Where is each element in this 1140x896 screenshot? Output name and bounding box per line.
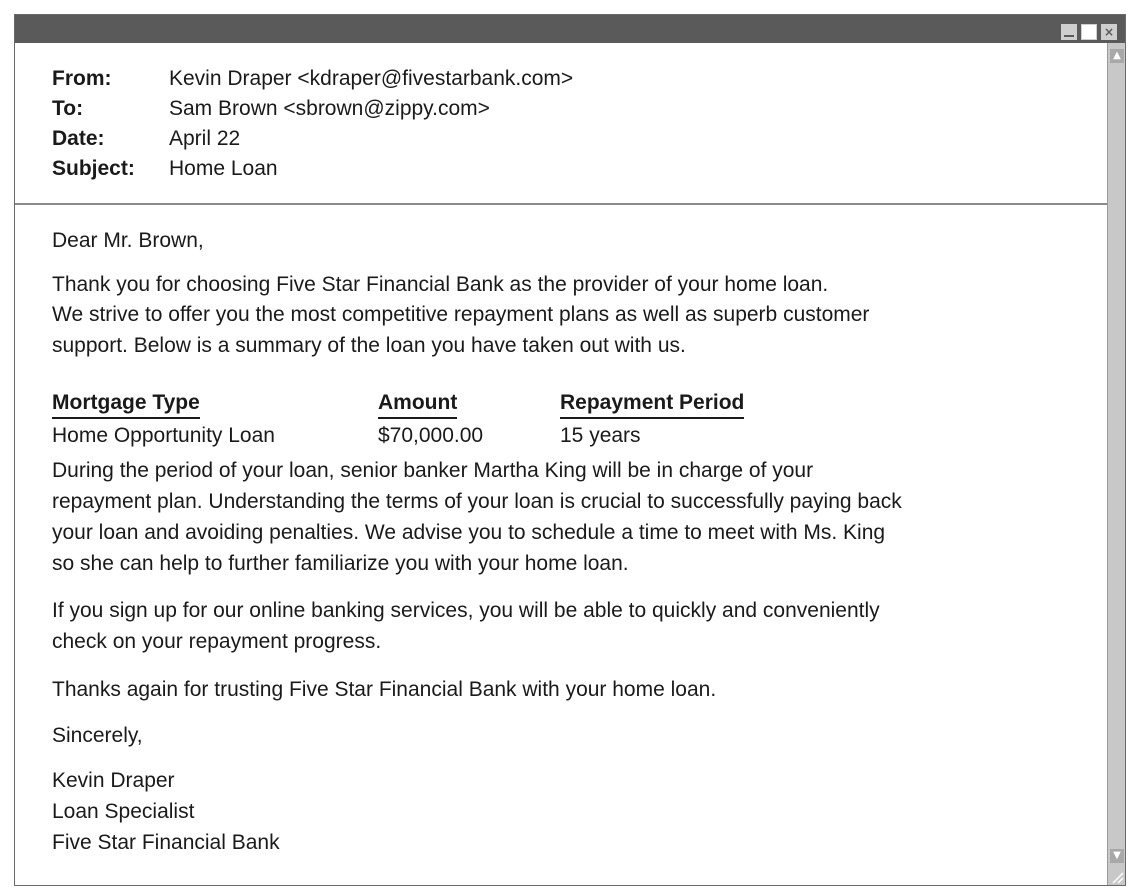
minimize-icon[interactable] [1061,24,1077,40]
signature-title: Loan Specialist [52,800,195,823]
para1-line3: support. Below is a summary of the loan you have taken out with us. [52,334,686,357]
closing: Sincerely, [52,724,143,747]
from-label: From: [52,67,112,90]
greeting: Dear Mr. Brown, [52,229,204,252]
to-value: Sam Brown <sbrown@zippy.com> [169,97,490,120]
resize-grip-icon[interactable] [1108,868,1124,884]
maximize-icon[interactable] [1081,24,1097,40]
signature-name: Kevin Draper [52,769,175,792]
signature-company: Five Star Financial Bank [52,831,280,854]
subject-value: Home Loan [169,157,278,180]
close-icon[interactable]: × [1101,24,1117,40]
date-value: April 22 [169,127,241,150]
from-value: Kevin Draper <kdraper@fivestarbank.com> [169,67,574,90]
date-label: Date: [52,127,105,150]
para2-line2: repayment plan. Understanding the terms of your loan is crucial to successfully paying back [52,490,902,513]
cell-mortgage-type: Home Opportunity Loan [52,424,275,447]
column-header-repayment-period: Repayment Period [560,389,744,419]
para1-line1: Thank you for choosing Five Star Financial Bank as the provider of your home loan. [52,273,829,296]
cell-repayment-period: 15 years [560,424,641,447]
para4: Thanks again for trusting Five Star Financial Bank with your home loan. [52,678,717,701]
vertical-scrollbar[interactable] [1107,43,1125,885]
arrow-up-icon[interactable]: ▲ [1110,49,1124,63]
cell-amount: $70,000.00 [378,424,484,447]
para3-line1: If you sign up for our online banking services, you will be able to quickly and conveniently [52,599,880,622]
para2-line4: so she can help to further familiarize you with your home loan. [52,552,629,575]
para3-line2: check on your repayment progress. [52,630,382,653]
email-window [14,14,1126,886]
para1-line2: We strive to offer you the most competitive repayment plans as well as superb customer [52,303,870,326]
arrow-down-icon[interactable]: ▼ [1110,849,1124,863]
column-header-mortgage-type: Mortgage Type [52,389,200,419]
subject-label: Subject: [52,157,135,180]
to-label: To: [52,97,84,120]
title-bar[interactable] [15,15,1125,43]
email-header [15,43,1109,205]
para2-line3: your loan and avoiding penalties. We advise you to schedule a time to meet with Ms. King [52,521,886,544]
column-header-amount: Amount [378,389,457,419]
para2-line1: During the period of your loan, senior banker Martha King will be in charge of your [52,459,814,482]
